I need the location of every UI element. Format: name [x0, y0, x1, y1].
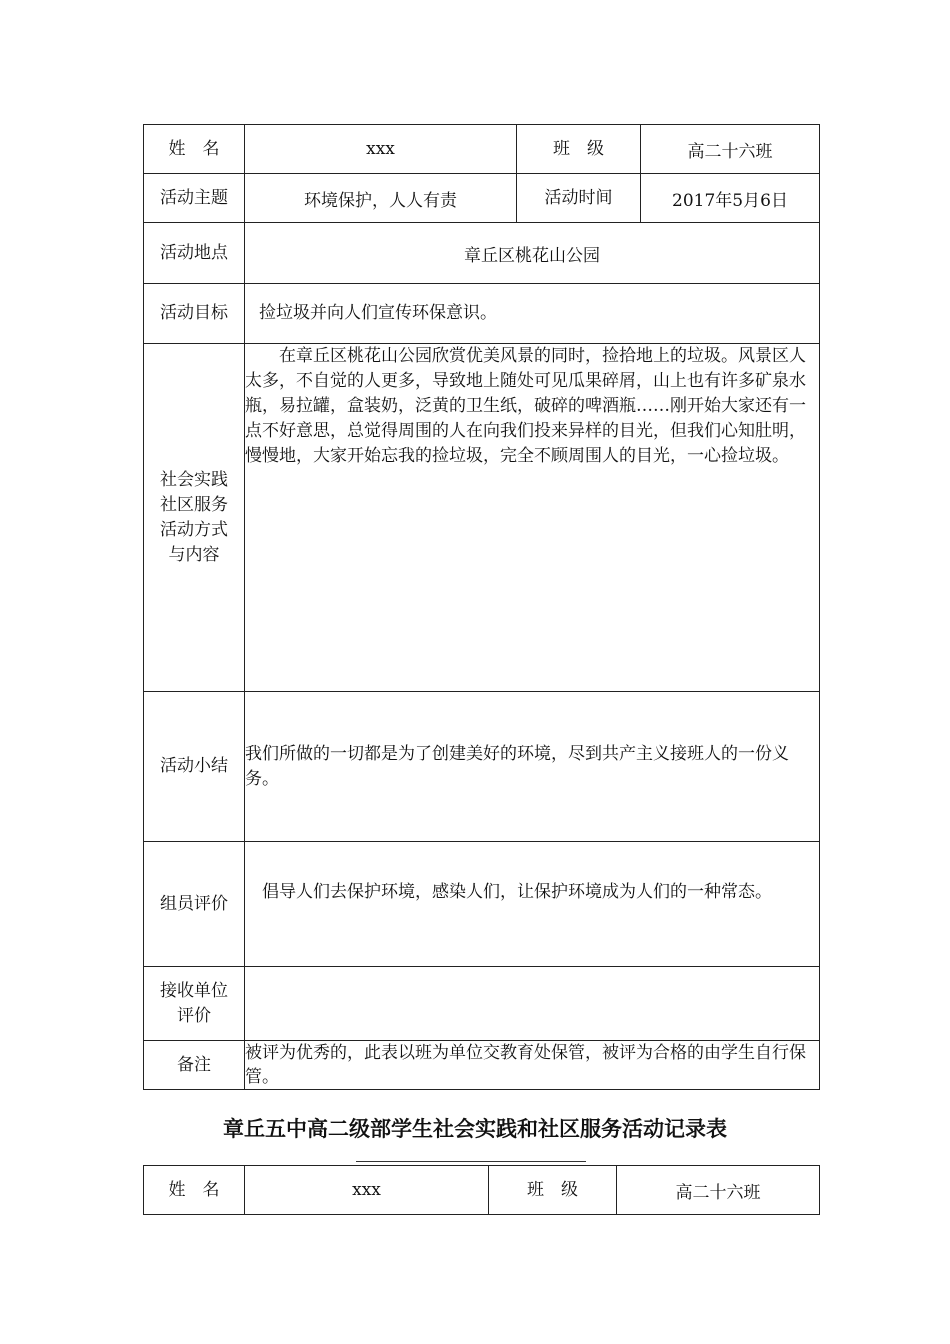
unit-label: 接收单位评价 — [144, 967, 245, 1041]
place-label: 活动地点 — [144, 223, 245, 284]
theme-label: 活动主题 — [144, 174, 245, 223]
row-content — [144, 344, 820, 692]
note-value: 被评为优秀的，此表以班为单位交教育处保管，被评为合格的由学生自行保管。 — [245, 1041, 820, 1090]
row-summary — [144, 692, 820, 842]
row-peer — [144, 842, 820, 967]
name-label-2: 姓 名 — [144, 1166, 245, 1215]
name-value: xxx — [245, 125, 517, 174]
name-value-2: xxx — [245, 1166, 489, 1215]
class-value: 高二十六班 — [641, 125, 820, 174]
goal-label: 活动目标 — [144, 284, 245, 344]
note-label: 备注 — [144, 1041, 245, 1090]
peer-label: 组员评价 — [144, 842, 245, 967]
class-value-2: 高二十六班 — [617, 1166, 820, 1215]
class-label-2: 班 级 — [489, 1166, 617, 1215]
row-unit — [144, 967, 820, 1041]
time-value: 2017年5月6日 — [641, 174, 820, 223]
row-theme-time — [144, 174, 820, 223]
place-value: 章丘区桃花山公园 — [245, 223, 820, 284]
row-name-class-2 — [144, 1166, 820, 1215]
theme-value: 环境保护，人人有责 — [245, 174, 517, 223]
name-label: 姓 名 — [144, 125, 245, 174]
row-goal — [144, 284, 820, 344]
row-name-class — [144, 125, 820, 174]
goal-value: 捡垃圾并向人们宣传环保意识。 — [245, 284, 820, 344]
peer-value: 倡导人们去保护环境，感染人们，让保护环境成为人们的一种常态。 — [245, 842, 820, 967]
unit-value — [245, 967, 820, 1041]
summary-label: 活动小结 — [144, 692, 245, 842]
record-table-2 — [143, 1165, 820, 1215]
class-label: 班 级 — [517, 125, 641, 174]
time-label: 活动时间 — [517, 174, 641, 223]
record-table-1 — [143, 124, 820, 1090]
summary-value: 我们所做的一切都是为了创建美好的环境，尽到共产主义接班人的一份义务。 — [245, 692, 820, 842]
content-value: 在章丘区桃花山公园欣赏优美风景的同时，捡拾地上的垃圾。风景区人太多，不自觉的人更多，导致地上随处可见瓜果碎屑，山上也有许多矿泉水瓶，易拉罐，盒装奶，泛黄的卫生纸，破碎的啤酒瓶……刚开始大家还有一点不好意思，总觉得周围的人在向我们投来异样的目光，但我们心知肚明，慢慢地，大家开始忘我的捡垃圾，完全不顾周围人的目光，一心捡垃圾。 — [245, 344, 820, 692]
content-label: 社会实践社区服务活动方式与内容 — [144, 344, 245, 692]
row-place — [144, 223, 820, 284]
form-title: 章丘五中高二级部学生社会实践和社区服务活动记录表 — [223, 1117, 727, 1141]
title-underline — [356, 1161, 586, 1162]
row-note — [144, 1041, 820, 1090]
